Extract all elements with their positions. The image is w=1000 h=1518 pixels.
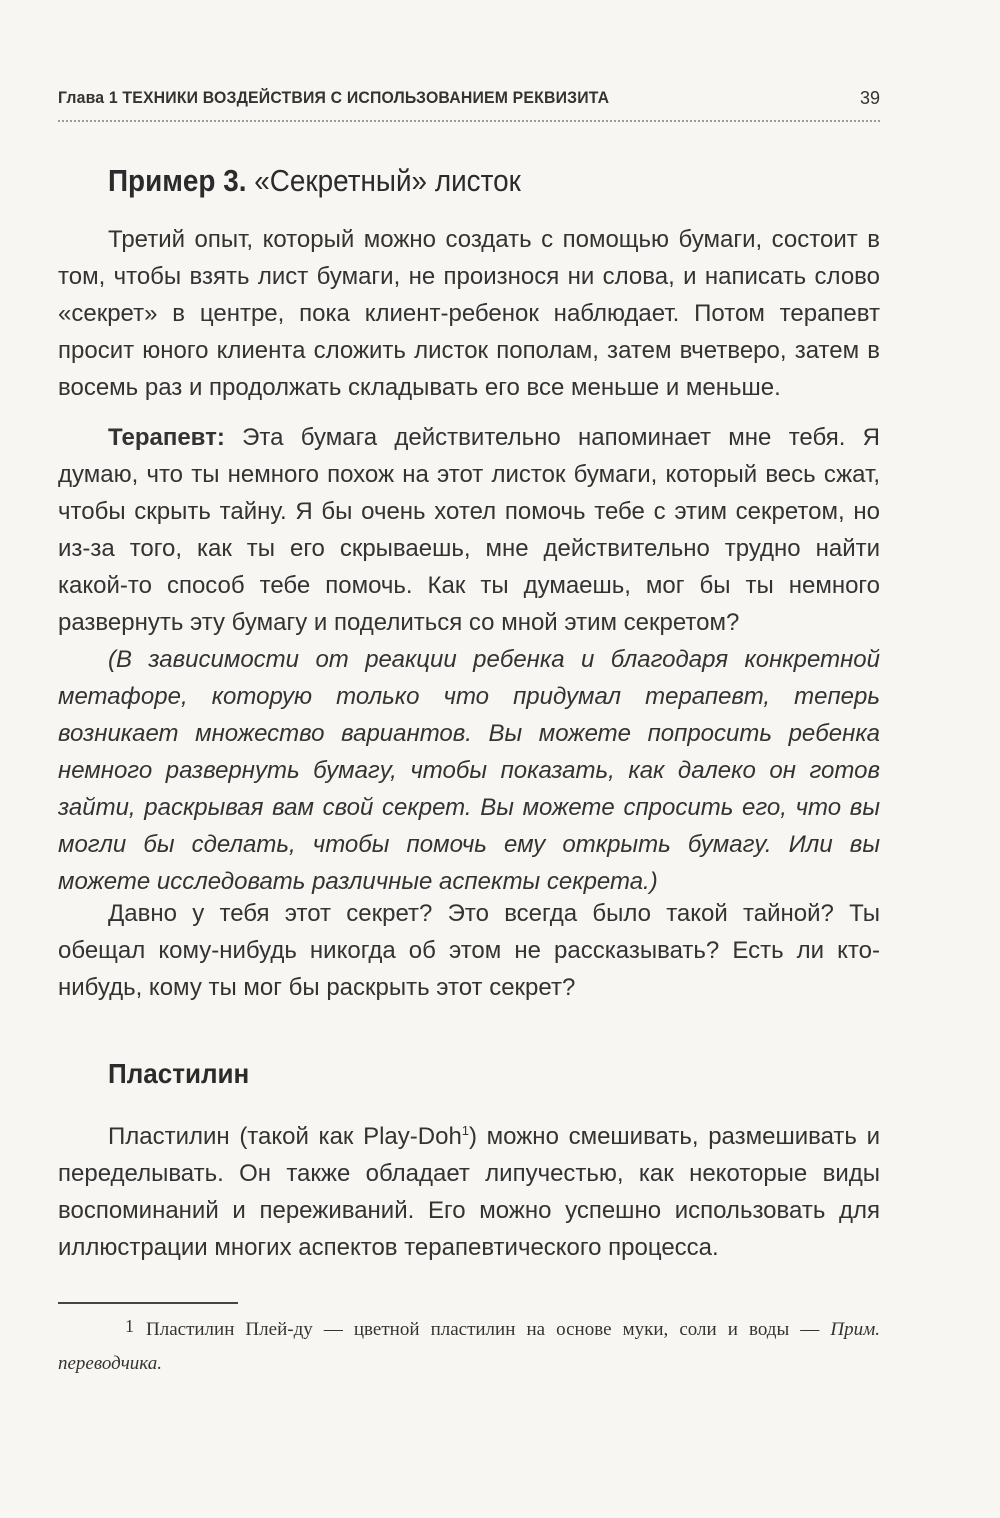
footnote: [58, 1313, 880, 1381]
footnote-text: Пластилин Плей-ду — цветной пластилин на основе муки, соли и воды —: [146, 1319, 820, 1340]
plasticine-text-end: ) можно смешивать, размешивать и переделывать. Он также обладает липучестью, как некоторые виды воспоминаний и переживаний. Его можно успешно использовать для иллюстрации многих аспектов терапевтического процесса.: [58, 1123, 880, 1261]
paragraph-stage-direction: (В зависимости от реакции ребенка и благодаря конкретной метафоре, которую только что придумал терапевт, теперь возникает множество вариантов. Вы можете попросить ребенка немного развернуть бумагу, чтобы показать, как далеко он готов зайти, раскрывая вам свой секрет. Вы можете спросить его, что вы могли бы сделать, чтобы помочь ему открыть бумагу. Или вы можете исследовать различные аспекты секрета.): [58, 646, 880, 895]
plasticine-text-start: Пластилин (такой как Play-Doh: [108, 1123, 462, 1150]
example-title: «Секретный» листок: [254, 163, 521, 198]
running-header: [58, 88, 880, 122]
paragraph-intro: Третий опыт, который можно создать с помощью бумаги, состоит в том, чтобы взять лист бумаги, не произнося ни слова, и написать слово «секрет» в центре, пока клиент-ребенок наблюдает. Потом терапевт просит юного клиента сложить листок пополам, затем вчетверо, затем в восемь раз и продолжать складывать его все меньше и меньше.: [58, 226, 880, 401]
paragraph-plasticine: [58, 1118, 880, 1266]
example-label: Пример 3.: [108, 163, 247, 198]
footnote-translator-note: Прим. переводчика.: [58, 1319, 881, 1374]
page-number: 39: [859, 88, 880, 108]
chapter-title: Глава 1 ТЕХНИКИ ВОЗДЕЙСТВИЯ С ИСПОЛЬЗОВАНИЕМ РЕКВИЗИТА: [58, 88, 610, 107]
paragraph-questions: Давно у тебя этот секрет? Это всегда было такой тайной? Ты обещал кому-нибудь никогда об этом не рассказывать? Есть ли кто-нибудь, кому ты мог бы раскрыть этот секрет?: [58, 900, 880, 1001]
footnote-ref[interactable]: 1: [461, 1123, 470, 1138]
section-heading: Пластилин: [108, 1058, 250, 1089]
example-heading: [108, 163, 521, 199]
paragraph-therapist-speech: [58, 419, 880, 641]
footnote-number: 1: [125, 1316, 134, 1336]
therapist-speech: Эта бумага действительно напоминает мне тебя. Я думаю, что ты немного похож на этот листок бумаги, который весь сжат, чтобы скрыть тайну. Я бы очень хотел помочь тебе с этим секретом, но из-за того, как ты его скрываешь, мне действительно трудно найти какой-то способ тебе помочь. Как ты думаешь, мог бы ты немного развернуть эту бумагу и поделиться со мной этим секретом?: [58, 424, 880, 636]
speaker-label: Терапевт:: [108, 424, 225, 451]
footnote-divider: [58, 1302, 238, 1304]
book-page: [58, 0, 880, 1518]
